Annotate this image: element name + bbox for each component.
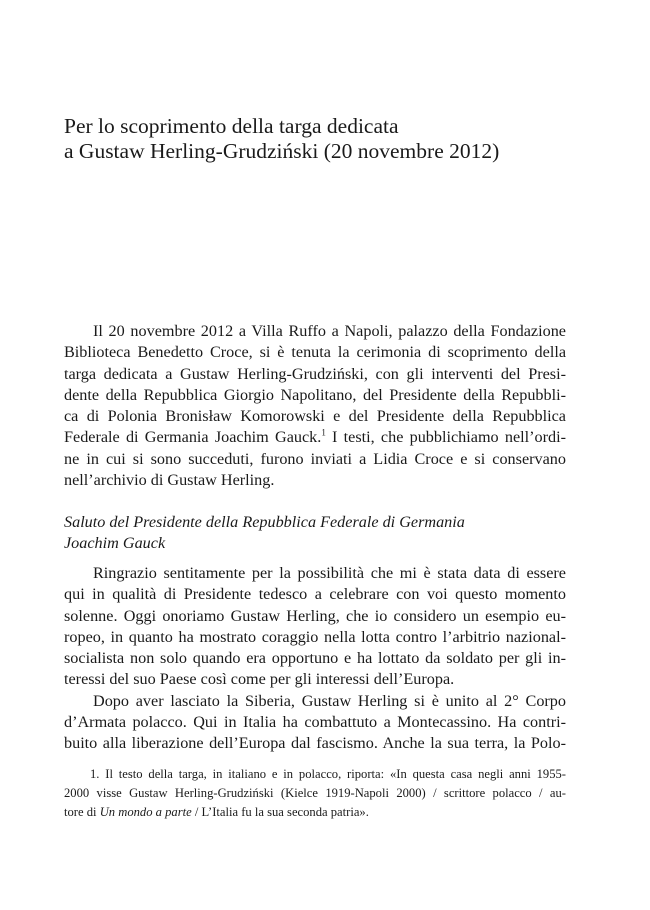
intro-line-3: targa dedicata a Gustaw Herling-Grudziński, con gli interventi del Presi-	[64, 364, 566, 383]
intro-line-6	[64, 427, 566, 448]
footnote-line-3-prefix: tore di	[64, 805, 100, 819]
footnote-line-3-suffix: / L’Italia fu la sua seconda patria».	[191, 805, 369, 819]
speech-line-7: Dopo aver lasciato la Siberia, Gustaw Herling si è unito al 2° Corpo	[93, 691, 566, 710]
book-title: Un mondo a parte	[99, 805, 192, 819]
footnote-line-1: 1. Il testo della targa, in italiano e in polacco, riporta: «In questa casa negli anni 1955-	[90, 767, 566, 781]
footnote-reference: 1	[321, 428, 326, 439]
intro-line-7: ne in cui si sono succeduti, furono inviati a Lidia Croce e si conservano	[64, 449, 566, 468]
intro-paragraph	[64, 321, 566, 491]
footnote-line-2: 2000 visse Gustaw Herling-Grudziński (Kielce 1919-Napoli 2000) / scrittore polacco / au-	[64, 786, 566, 800]
intro-line-6-end: I testi, che pubblichiamo nell’ordi-	[325, 428, 566, 447]
speech-line-9: buito alla liberazione dell’Europa dal fascismo. Anche la sua terra, la Polo-	[64, 734, 566, 753]
section-subtitle-line-2: Joachim Gauck	[64, 534, 166, 553]
intro-line-4: dente della Repubblica Giorgio Napolitano, del Presidente della Repubbli-	[64, 385, 566, 404]
speech-line-5: socialista non solo quando era opportuno e ha lottato da soldato per gli in-	[64, 649, 566, 668]
speech-line-2: qui in qualità di Presidente tedesco a celebrare con voi questo momento	[64, 585, 566, 604]
chapter-title-line-2: a Gustaw Herling-Grudziński (20 novembre 2012)	[64, 139, 500, 163]
intro-line-5: ca di Polonia Bronisław Komorowski e del Presidente della Repubblica	[64, 407, 566, 426]
speech-line-3: solenne. Oggi onoriamo Gustaw Herling, che io considero un esempio eu-	[64, 606, 566, 625]
footnote	[64, 765, 566, 822]
speech-line-6: teressi del suo Paese così come per gli interessi dell’Europa.	[64, 670, 455, 689]
intro-line-1: Il 20 novembre 2012 a Villa Ruffo a Napoli, palazzo della Fondazione	[93, 322, 566, 340]
chapter-title	[64, 114, 584, 164]
speech-line-4: ropeo, in quanto ha mostrato coraggio nella lotta contro l’arbitrio nazional-	[64, 627, 566, 646]
speech-line-1: Ringrazio sentitamente per la possibilità che mi è stata data di essere	[93, 564, 566, 582]
section-subtitle-line-1: Saluto del Presidente della Repubblica Federale di Germania	[64, 513, 465, 531]
chapter-title-line-1: Per lo scoprimento della targa dedicata	[64, 114, 399, 138]
footnote-line-3	[64, 803, 566, 822]
speech-line-8: d’Armata polacco. Qui in Italia ha combattuto a Montecassino. Ha contri-	[64, 713, 566, 732]
speech-text	[64, 563, 566, 755]
intro-line-6-start: Federale di Germania Joachim Gauck.	[64, 428, 322, 447]
intro-line-8: nell’archivio di Gustaw Herling.	[64, 471, 275, 490]
section-subtitle	[64, 512, 584, 555]
intro-line-2: Biblioteca Benedetto Croce, si è tenuta la cerimonia di scoprimento della	[64, 343, 566, 362]
